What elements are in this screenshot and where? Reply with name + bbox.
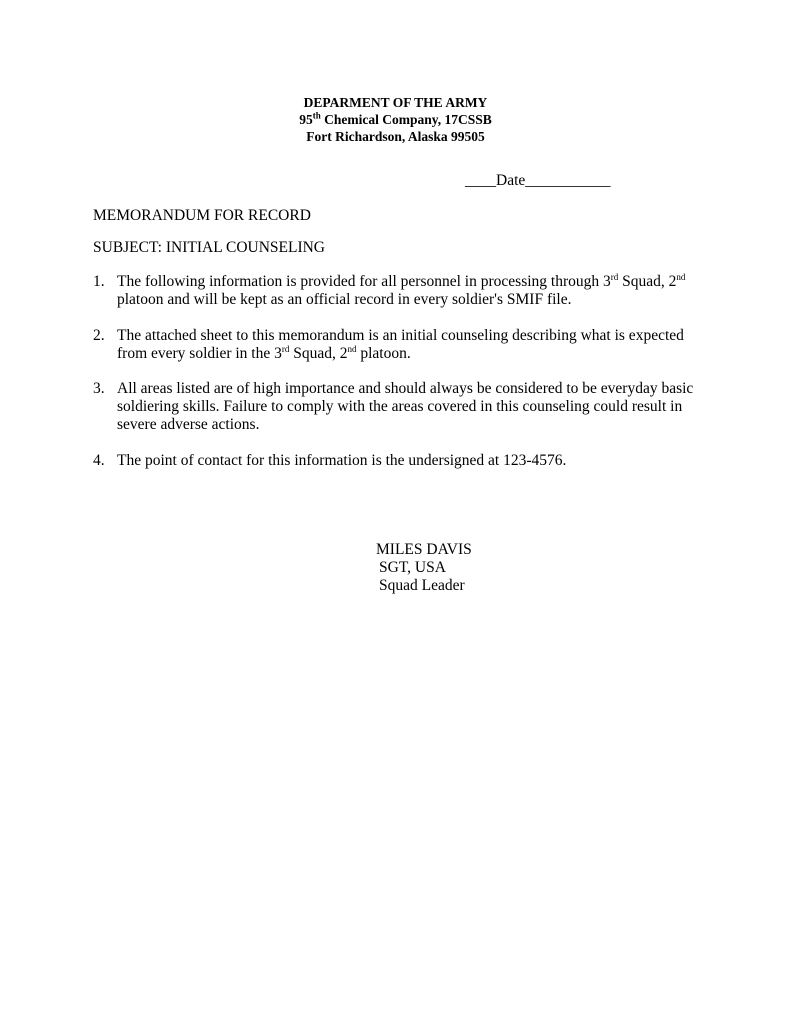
paragraph-number: 3. [93,380,105,397]
paragraph-text: The point of contact for this information is the undersigned at 123-4576. [117,452,567,469]
ordinal-suffix: rd [610,271,619,282]
signature-block [376,541,472,595]
unit-number: 95 [299,112,313,127]
signer-title: Squad Leader [379,577,465,594]
paragraph-text-part: The attached sheet to this memorandum is an initial counseling describing what is expected from every soldier in the 3 [117,327,684,362]
subject-line: SUBJECT: INITIAL COUNSELING [93,239,326,256]
paragraph-4 [93,452,713,470]
paragraph-text-part: The following information is provided for all personnel in processing through 3 [117,273,611,290]
letterhead-department: DEPARMENT OF THE ARMY [303,95,488,110]
memo-for-line: MEMORANDUM FOR RECORD [93,207,311,224]
paragraph-1 [93,273,713,309]
unit-name: Chemical Company, 17CSSB [320,112,492,127]
paragraph-text-part: platoon and will be kept as an official record in every soldier's SMIF file. [117,291,572,308]
ordinal-suffix: rd [281,343,290,354]
paragraph-number: 4. [93,452,105,469]
paragraph-text-part: Squad, 2 [618,273,677,290]
paragraph-number: 1. [93,273,105,290]
letterhead [0,94,791,145]
signer-rank: SGT, USA [379,559,446,576]
paragraph-3 [93,380,713,434]
paragraph-text: All areas listed are of high importance and should always be considered to be everyday basic soldiering skills. Failure to comply with the areas covered in this counseling could result in severe adverse actions. [117,380,694,433]
letterhead-address: Fort Richardson, Alaska 99505 [306,129,485,144]
paragraph-text-part: platoon. [356,345,411,362]
paragraph-number: 2. [93,327,105,344]
ordinal-suffix: nd [676,271,686,282]
paragraph-text [117,273,713,309]
paragraph-2 [93,327,713,363]
signer-name: MILES DAVIS [376,541,472,558]
letterhead-unit [0,111,791,128]
paragraph-text-part: Squad, 2 [289,345,348,362]
ordinal-suffix: nd [347,343,357,354]
date-line: ____Date___________ [465,172,611,189]
paragraph-text [117,327,713,363]
unit-number-suffix: th [312,110,321,121]
